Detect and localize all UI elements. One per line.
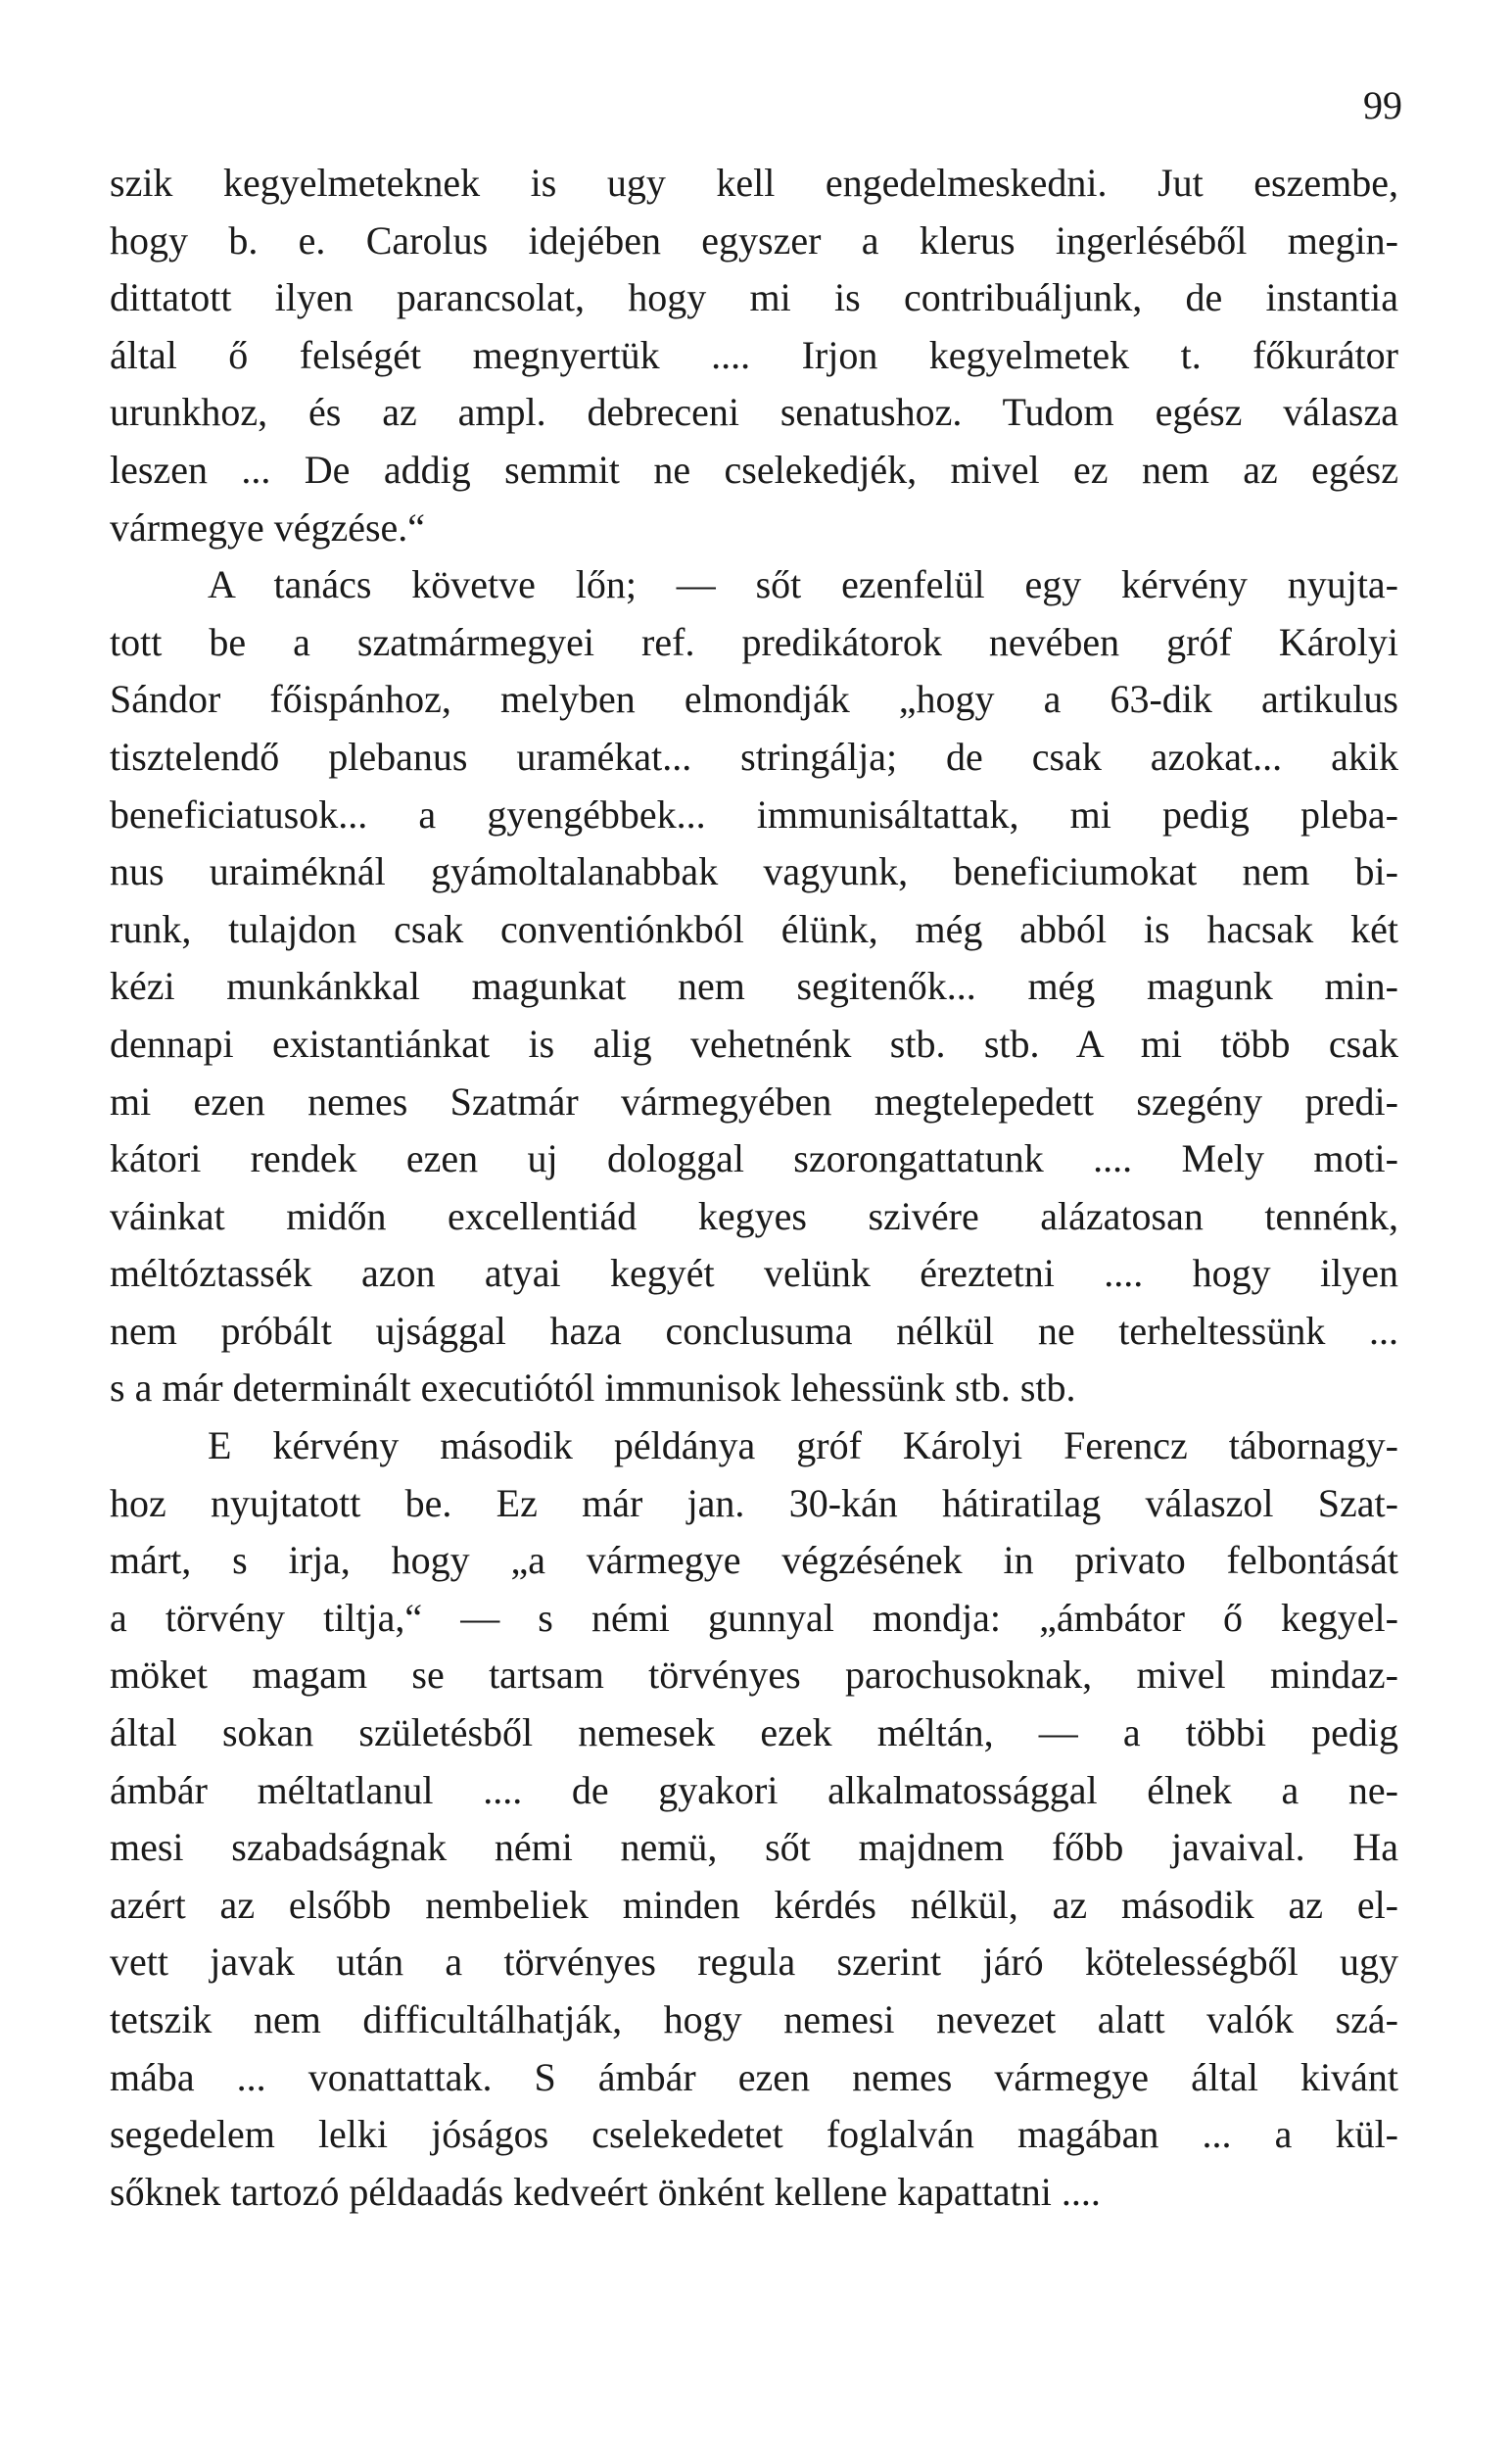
text-line: nus uraiméknál gyámoltalanabbak vagyunk, beneficiumokat nem bi-	[110, 849, 1398, 894]
text-line: azért az elsőbb nembeliek minden kérdés nélkül, az második az el-	[110, 1882, 1398, 1927]
text-line: sőknek tartozó példaadás kedveért önként kellene kapattatni ....	[110, 2169, 1101, 2214]
text-line: mi ezen nemes Szatmár vármegyében megtelepedett szegény predi-	[110, 1079, 1398, 1124]
text-line: szik kegyelmeteknek is ugy kell engedelmeskedni. Jut eszembe,	[110, 161, 1398, 205]
text-line: vett javak után a törvényes regula szerint járó kötelességből ugy	[110, 1940, 1398, 1985]
text-line: váinkat midőn excellentiád kegyes szivére alázatosan tennénk,	[110, 1193, 1398, 1238]
page-number: 99	[1363, 83, 1402, 127]
text-line: ámbár méltatlanul .... de gyakori alkalmatossággal élnek a ne-	[110, 1767, 1398, 1812]
text-line: a törvény tiltja,“ — s némi gunnyal mondja: „ámbátor ő kegyel-	[110, 1595, 1398, 1640]
text-line: E kérvény második példánya gróf Károlyi Ferencz tábornagy-	[208, 1423, 1398, 1468]
text-line: runk, tulajdon csak conventiónkból élünk, még abból is hacsak két	[110, 906, 1398, 951]
text-line: mába ... vonattattak. S ámbár ezen nemes vármegye által kivánt	[110, 2054, 1398, 2099]
text-line: möket magam se tartsam törvényes parochusoknak, mivel mindaz-	[110, 1653, 1398, 1698]
text-line: s a már determinált executiótól immunisok lehessünk stb. stb.	[110, 1366, 1076, 1411]
text-line: márt, s irja, hogy „a vármegye végzésének in privato felbontását	[110, 1538, 1398, 1583]
text-line: nem próbált ujsággal haza conclusuma nélkül ne terheltessünk ...	[110, 1308, 1398, 1353]
text-line: dittatott ilyen parancsolat, hogy mi is contribuáljunk, de instantia	[110, 275, 1398, 320]
body-text	[110, 155, 1398, 2221]
text-line: Sándor főispánhoz, melyben elmondják „hogy a 63-dik artikulus	[110, 677, 1398, 722]
text-line: dennapi existantiánkat is alig vehetnénk stb. stb. A mi több csak	[110, 1021, 1398, 1066]
text-line: hogy b. e. Carolus idejében egyszer a klerus ingerléséből megin-	[110, 217, 1398, 263]
text-line: kátori rendek ezen uj dologgal szorongattatunk .... Mely moti-	[110, 1136, 1398, 1181]
text-line: segedelem lelki jóságos cselekedetet foglalván magában ... a kül-	[110, 2112, 1398, 2157]
text-line: hoz nyujtatott be. Ez már jan. 30-kán hátiratilag válaszol Szat-	[110, 1480, 1398, 1525]
text-line: leszen ... De addig semmit ne cselekedjék, mivel ez nem az egész	[110, 447, 1398, 492]
text-line: által sokan születésből nemesek ezek méltán, — a többi pedig	[110, 1710, 1398, 1755]
text-line: tisztelendő plebanus uramékat... stringálja; de csak azokat... akik	[110, 734, 1398, 779]
text-line: urunkhoz, és az ampl. debreceni senatushoz. Tudom egész válasza	[110, 390, 1398, 435]
text-line: mesi szabadságnak némi nemü, sőt majdnem főbb javaival. Ha	[110, 1825, 1398, 1870]
text-line: beneficiatusok... a gyengébbek... immunisáltattak, mi pedig pleba-	[110, 791, 1398, 837]
text-line: által ő felségét megnyertük .... Irjon kegyelmetek t. főkurátor	[110, 332, 1398, 377]
text-line: kézi munkánkkal magunkat nem segitenők... még magunk min-	[110, 964, 1398, 1009]
text-line: tetszik nem difficultálhatják, hogy nemesi nevezet alatt valók szá-	[110, 1997, 1398, 2041]
text-line: vármegye végzése.“	[110, 504, 426, 550]
text-line: méltóztassék azon atyai kegyét velünk éreztetni .... hogy ilyen	[110, 1251, 1398, 1296]
text-line: tott be a szatmármegyei ref. predikátorok nevében gróf Károlyi	[110, 619, 1398, 664]
text-line: A tanács követve lőn; — sőt ezenfelül egy kérvény nyujta-	[208, 562, 1398, 607]
